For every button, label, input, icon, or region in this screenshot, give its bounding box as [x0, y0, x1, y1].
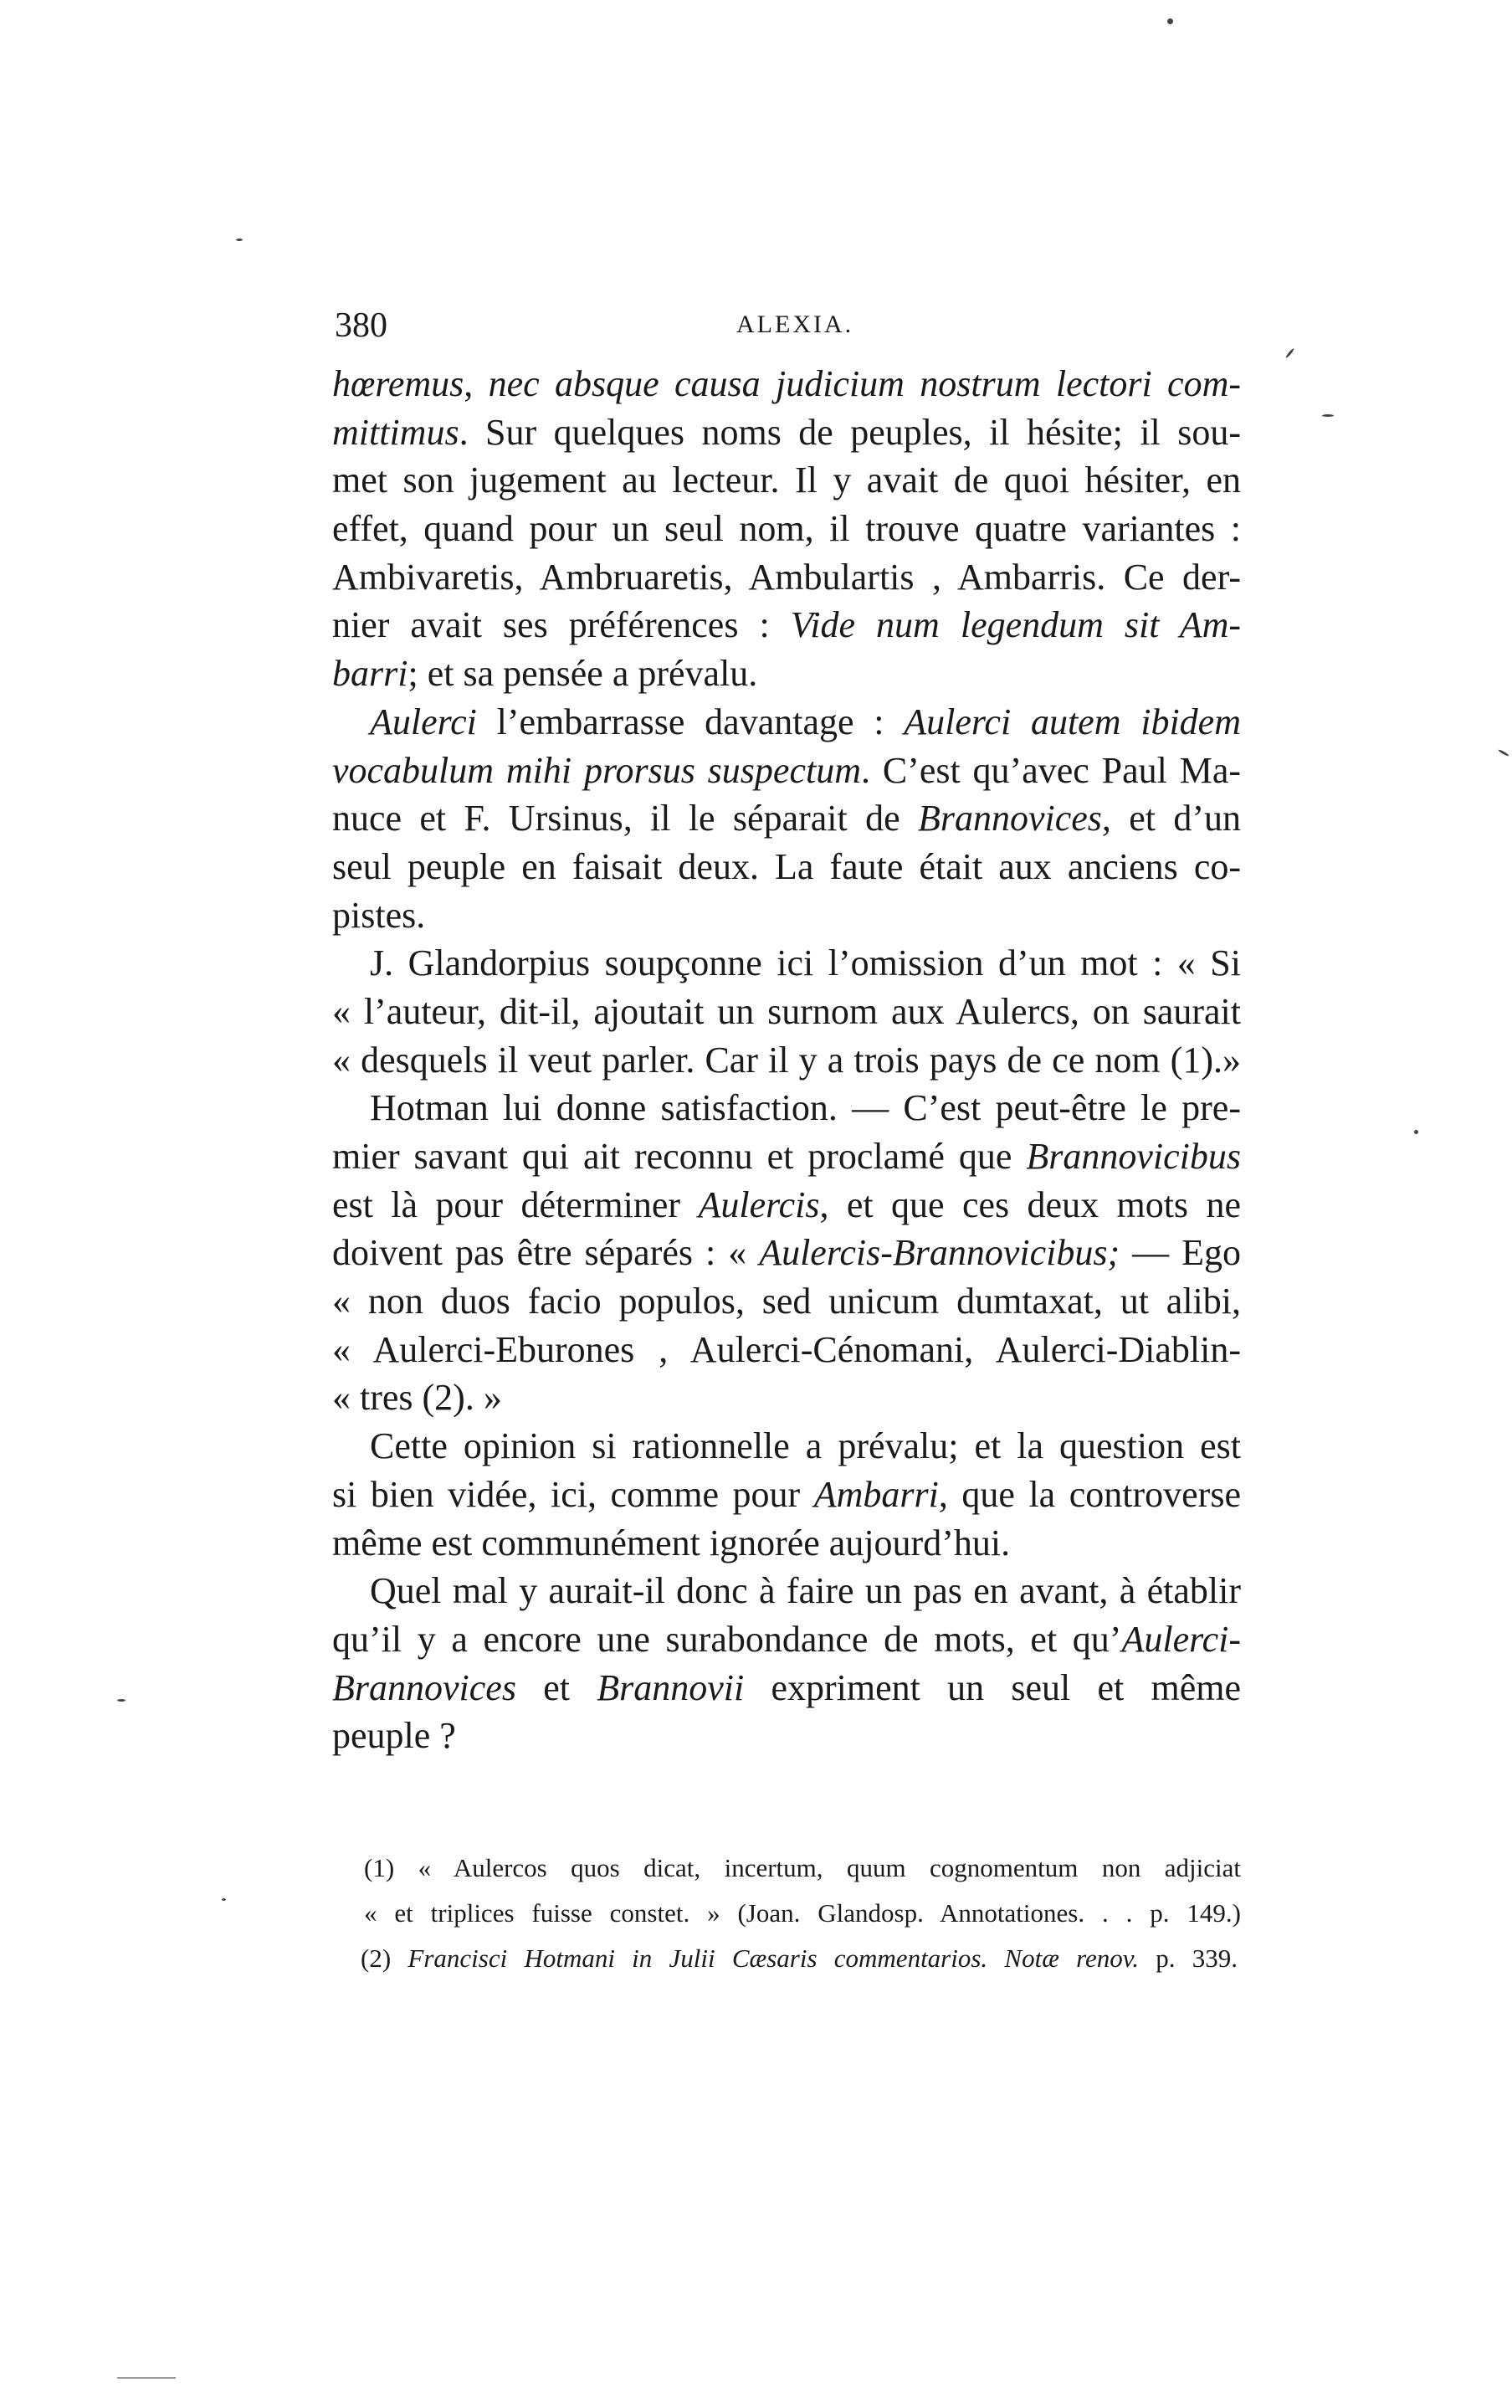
text-run: expriment un seul et même — [744, 1666, 1241, 1708]
text-line — [332, 456, 1241, 505]
text-run: p. 339. — [1139, 1943, 1238, 1973]
text-line — [332, 1471, 1241, 1519]
text-line — [332, 1084, 1241, 1132]
page-number: 380 — [335, 306, 387, 345]
text-line — [332, 1422, 1241, 1471]
text-run: effet, quand pour un seul nom, il trouve quatre variantes : — [332, 508, 1241, 550]
text-run: ; et sa pensée a prévalu. — [407, 653, 758, 695]
italic-text: Aulerci- — [1121, 1618, 1241, 1660]
text-run: , et que ces deux mots ne — [819, 1183, 1241, 1225]
italic-text: Aulerci autem ibidem — [904, 701, 1241, 742]
text-run: J. Glandorpius soupçonne ici l’omission d’un mot : « Si — [370, 942, 1241, 984]
text-run: si bien vidée, ici, comme pour — [332, 1473, 814, 1515]
italic-text: barri — [332, 653, 408, 695]
text-run: , — [464, 363, 489, 404]
text-line — [332, 1132, 1241, 1181]
text-line — [332, 1036, 1241, 1085]
text-line — [332, 939, 1241, 988]
scan-speck — [1414, 1130, 1418, 1134]
running-title: ALEXIA. — [736, 311, 854, 338]
text-run: Hotman lui donne satisfaction. — C’est peut-être le pre- — [370, 1087, 1241, 1129]
text-run: peuple ? — [332, 1715, 456, 1757]
text-run: doivent pas être séparés : « — [332, 1232, 760, 1274]
text-line — [332, 843, 1241, 891]
text-line — [332, 1277, 1241, 1326]
italic-text: Aulercis — [698, 1183, 820, 1225]
text-run: Ambivaretis, Ambruaretis, Ambulartis , Ambarris. Ce der- — [332, 556, 1241, 598]
text-run: mier savant qui ait reconnu et proclamé que — [332, 1136, 1027, 1177]
italic-text: hœremus — [332, 363, 464, 404]
text-run: est là pour déterminer — [332, 1183, 699, 1225]
text-run: pistes. — [332, 894, 426, 936]
body-text — [332, 360, 1241, 1760]
text-line — [332, 1567, 1241, 1615]
text-line — [332, 698, 1241, 747]
italic-text: vocabulum mihi prorsus suspectum — [332, 749, 861, 791]
text-run: , que la controverse — [938, 1473, 1241, 1515]
italic-text: nec absque causa judicium nostrum lectori com- — [488, 363, 1242, 404]
text-line — [332, 1229, 1241, 1277]
text-run: « et triplices fuisse constet. » (Joan. Glandosp. Annotationes. . . p. 149.) — [364, 1898, 1241, 1928]
text-line — [332, 1373, 1241, 1422]
text-run: Quel mal y aurait-il donc à faire un pas en avant, à établir — [370, 1570, 1241, 1612]
text-run: « desquels il veut parler. Car il y a trois pays de ce nom (1).» — [332, 1039, 1241, 1081]
footnote-line — [364, 1891, 1241, 1936]
text-run: « tres (2). » — [332, 1377, 502, 1419]
scan-speck — [117, 1699, 126, 1702]
text-line — [332, 553, 1241, 602]
italic-text: Brannovicibus — [1026, 1136, 1241, 1177]
text-line — [332, 747, 1241, 795]
text-line — [332, 649, 1241, 698]
italic-text: Vide num legendum sit Am- — [790, 604, 1242, 646]
text-line — [332, 360, 1241, 408]
text-run: « l’auteur, dit-il, ajoutait un surnom aux Aulercs, on saurait — [332, 990, 1241, 1032]
italic-text: Aulerci — [370, 701, 477, 742]
text-line — [332, 408, 1241, 457]
italic-text: Aulercis-Brannovicibus; — [759, 1232, 1120, 1274]
text-run: . C’est qu’avec Paul Ma- — [860, 749, 1241, 791]
italic-text: Brannovices — [332, 1666, 516, 1708]
text-run: (1) « Aulercos quos dicat, incertum, quum cognomentum non adjiciat — [364, 1853, 1241, 1882]
text-run: nier avait ses préférences : — [332, 604, 791, 646]
text-line — [332, 988, 1241, 1036]
footnote-line — [364, 1846, 1241, 1891]
text-run: et — [515, 1666, 597, 1708]
text-line — [332, 1519, 1241, 1568]
text-line — [332, 1664, 1241, 1712]
text-line — [332, 891, 1241, 940]
scan-speck — [1285, 348, 1294, 359]
scan-speck — [1498, 749, 1509, 757]
text-run: , et d’un — [1101, 798, 1242, 839]
text-line — [332, 601, 1241, 649]
italic-text: Brannovii — [597, 1666, 745, 1708]
italic-text: Ambarri — [813, 1473, 939, 1515]
text-run: seul peuple en faisait deux. La faute était aux anciens co- — [332, 845, 1241, 887]
text-line — [332, 1712, 1241, 1760]
text-run: Cette opinion si rationnelle a prévalu; et la question est — [370, 1425, 1241, 1467]
scan-speck — [222, 1898, 226, 1901]
text-line — [332, 1615, 1241, 1664]
italic-text: Brannovices — [917, 798, 1102, 839]
text-line — [332, 1181, 1241, 1230]
scan-speck — [1167, 18, 1173, 24]
page-header — [335, 305, 1238, 356]
text-run: même est communément ignorée aujourd’hui. — [332, 1522, 1011, 1563]
text-run: nuce et F. Ursinus, il le séparait de — [332, 798, 918, 839]
text-run: — Ego — [1120, 1232, 1241, 1274]
footnote-line — [361, 1936, 1238, 1981]
scan-speck — [236, 239, 243, 241]
text-run: . Sur quelques noms de peuples, il hésite; il sou- — [459, 411, 1241, 453]
text-run: met son jugement au lecteur. Il y avait de quoi hésiter, en — [332, 460, 1241, 501]
italic-text: mittimus — [332, 411, 459, 453]
scan-speck — [117, 2377, 176, 2379]
text-run: qu’il y a encore une surabondance de mots, et qu’ — [332, 1618, 1122, 1660]
text-run: « Aulerci-Eburones , Aulerci-Cénomani, Aulerci-Diablin- — [332, 1328, 1241, 1370]
text-line — [332, 1326, 1241, 1374]
italic-text: Francisci Hotmani in Julii Cæsaris commentarios. Notæ renov. — [407, 1943, 1140, 1973]
text-line — [332, 505, 1241, 553]
scan-speck — [1322, 414, 1334, 417]
text-run: (2) — [361, 1943, 408, 1973]
text-run: « non duos facio populos, sed unicum dumtaxat, ut alibi, — [332, 1281, 1241, 1322]
text-run: l’embarrasse davantage : — [476, 701, 905, 742]
text-line — [332, 794, 1241, 843]
footnotes — [361, 1846, 1241, 1981]
